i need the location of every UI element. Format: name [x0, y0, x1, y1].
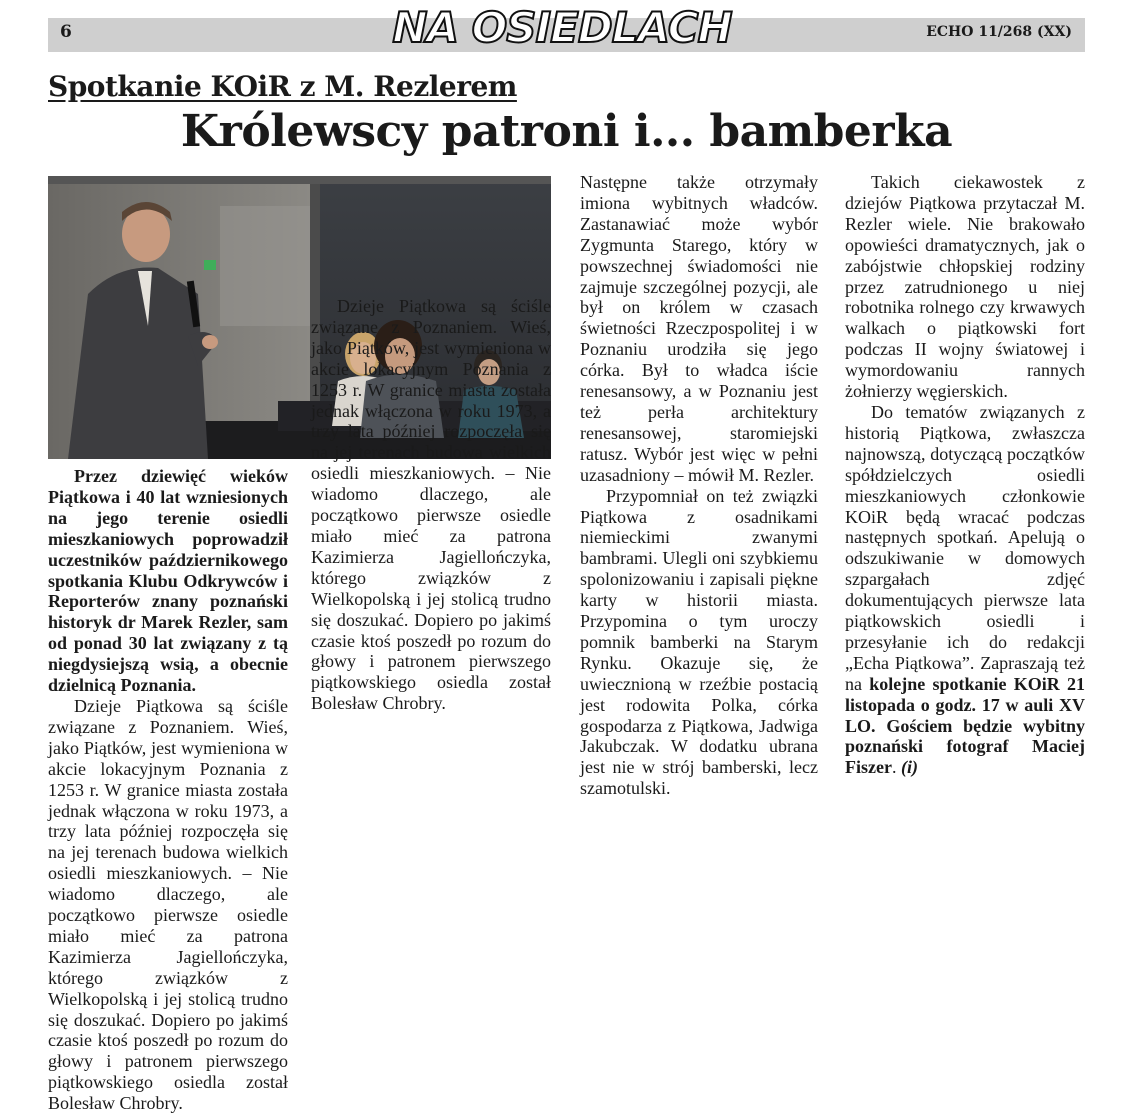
paragraph-1-text-cont: Dzieje Piątkowa są ściśle związane z Poznaniem. Wieś, jako Piątków, jest wymieniona w akcie lokacyjnym Poznania z 1253 r. W granice miasta została jednak włączona w roku 1973, a trzy lata później rozpoczęła się na jej terenach budowa wielkich osiedli mieszkaniowych. – Nie wiadomo dlaczego, ale początkowo pierwsze osiedle miało mieć za patrona Kazimierza Jagiellończyka, którego związków z Wielkopolską i jej stolicą trudno się doszukać. Dopiero po jakimś czasie ktoś poszedł po rozum do głowy i patronem pierwszego piątkowskiego osiedla został Bolesław Chrobry.: [311, 296, 551, 714]
article-paragraph-1-cont: [311, 296, 551, 714]
column-2: [311, 296, 551, 866]
article-kicker: Spotkanie KOiR z M. Rezlerem: [48, 70, 517, 103]
author-signature: (i): [900, 757, 918, 778]
paragraph-5-text: Do tematów związanych z historią Piątkowa, zwłaszcza najnowszą, dotyczącą początków spółdzielczych osiedli mieszkaniowych członkowie KOiR będą wracać podczas następnych spotkań. Apelują o odszukiwanie w domowych szpargałach zdjęć dokumentujących pierwsze lata piątkowskich osiedli i przesyłanie ich do redakcji „Echa Piątkowa”. Zapraszają też na: [845, 401, 1085, 694]
section-title: NA OSIEDLACH: [392, 3, 732, 52]
paragraph-1-text: Dzieje Piątkowa są ściśle związane z Poznaniem. Wieś, jako Piątków, jest wymieniona w akcie lokacyjnym Poznania z 1253 r. W granice miasta została jednak włączona w roku 1973, a trzy lata później rozpoczęła się na jej terenach budowa wielkich osiedli mieszkaniowych. – Nie wiadomo dlaczego, ale początkowo pierwsze osiedle miało mieć za patrona Kazimierza Jagiellończyka, którego związków z Wielkopolską i jej stolicą trudno się doszukać. Dopiero po jakimś czasie ktoś poszedł po rozum do głowy i patronem pierwszego piątkowskiego osiedla został Bolesław Chrobry.: [48, 695, 288, 1114]
article-paragraph-4: Takich ciekawostek z dziejów Piątkowa przytaczał M. Rezler wiele. Nie brakowało opowieści dramatycznych, jak o zabójstwie chłopskiej rodziny przez zatrudnionego u niej robotnika rolnego czy krwawych walkach o piątkowski fort podczas II wojny światowej i wymordowaniu rannych żołnierzy węgierskich.: [845, 172, 1085, 402]
article-lead: Przez dziewięć wieków Piątkowa i 40 lat wzniesionych na jego terenie osiedli mieszkaniowych poprowadził uczestników październikowego spotkania Klubu Odkrywców i Reporterów znany poznański historyk dr Marek Rezler, sam od ponad 30 lat związany z tą niegdysiejszą wsią, a obecnie dzielnicą Poznania.: [48, 466, 288, 696]
article-headline: Królewscy patroni i... bamberka: [180, 106, 953, 157]
column-4: [845, 172, 1085, 852]
article-paragraph-3: Przypomniał on też związki Piątkowa z osadnikami niemieckimi zwanymi bambrami. Ulegli oni szybkiemu spolonizowaniu i zapisali piękne karty w historii miasta. Przypomina o tym uroczy pomnik bamberki na Starym Rynku. Okazuje się, że uwiecznioną w rzeźbie postacią jest rodowita Polka, córka gospodarza z Piątkowa, Jadwiga Jakubczak. W dodatku ubrana jest nie w strój bamberski, lecz szamotulski.: [580, 485, 818, 799]
column-1: [48, 466, 288, 1114]
issue-number: ECHO 11/268 (XX): [926, 24, 1072, 40]
paragraph-5-announcement: kolejne spotkanie KOiR 21 listopada o godz. 17 w auli XV LO. Gościem będzie wybitny poznański fotograf Maciej Fiszer: [845, 673, 1085, 778]
page-number: 6: [60, 22, 72, 42]
article-paragraph-5: [845, 402, 1085, 778]
column-3: [580, 172, 818, 852]
article-paragraph-2: Następne także otrzymały imiona wybitnych władców. Zastanawiać może wybór Zygmunta Starego, który w powszechnej świadomości nie zajmuje szczególnej pozycji, ale był on królem w czasach świetności Rzeczpospolitej i w Poznaniu urodziła się jego córka. Był to władca iście renesansowy, a w Poznaniu jest też perła architektury renesansowej, staromiejski ratusz. Wybór jest więc w pełni uzasadniony – mówił M. Rezler.: [580, 172, 818, 485]
paragraph-5-end: .: [891, 757, 901, 778]
article-paragraph-1-start: [48, 696, 288, 1114]
